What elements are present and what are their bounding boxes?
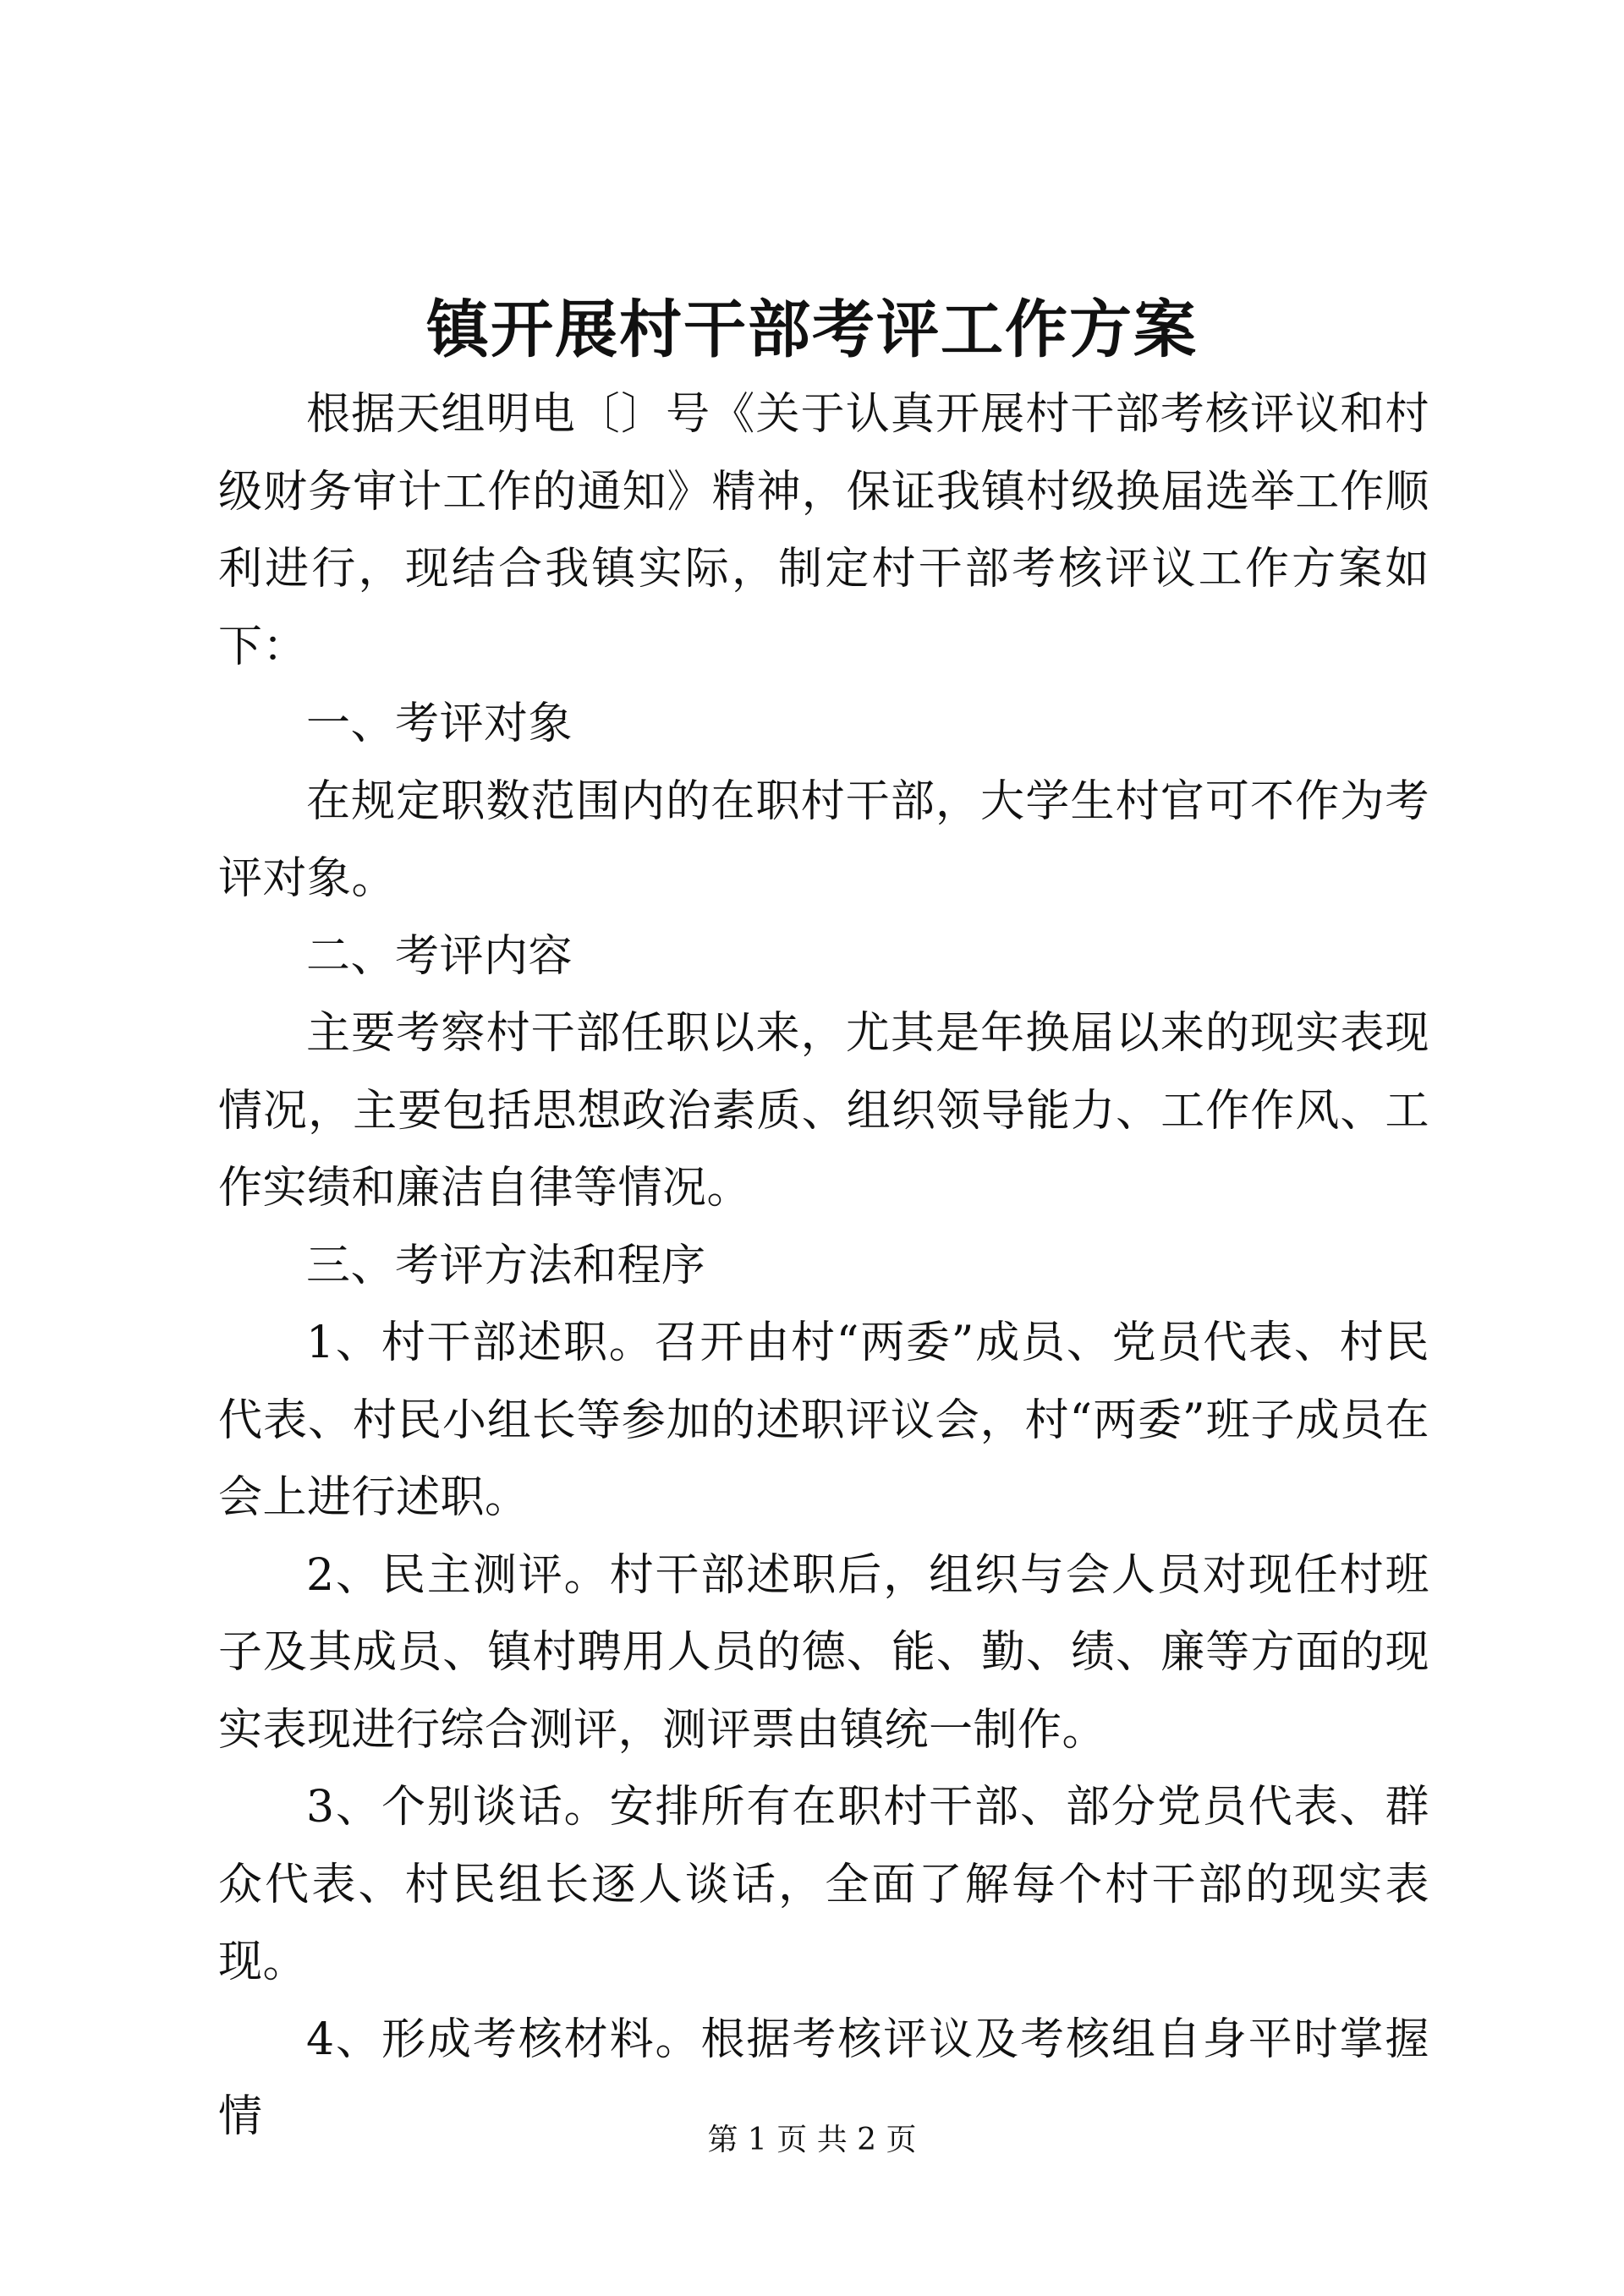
- document-title: 镇开展村干部考评工作方案: [426, 293, 1198, 366]
- paragraph-method-4: 4、形成考核材料。根据考核评议及考核组自身平时掌握情: [218, 2014, 1429, 2142]
- paragraph-method-2: 2、民主测评。村干部述职后，组织与会人员对现任村班子及其成员、镇村聘用人员的德、能、勤、绩、廉等方面的现实表现进行综合测评，测评票由镇统一制作。: [218, 1549, 1429, 1756]
- page-number-footer: 第 1 页 共 2 页: [707, 2123, 917, 2157]
- heading-evaluation-targets: 一、考评对象: [306, 699, 573, 749]
- paragraph-method-3: 3、个别谈话。安排所有在职村干部、部分党员代表、群众代表、村民组长逐人谈话，全面了解每个村干部的现实表现。: [218, 1782, 1429, 1987]
- heading-evaluation-methods: 三、考评方法和程序: [306, 1240, 706, 1291]
- paragraph-intro: 根据天组明电〔〕号《关于认真开展村干部考核评议和村级财务审计工作的通知》精神，保证我镇村级换届选举工作顺利进行，现结合我镇实际，制定村干部考核评议工作方案如下：: [218, 389, 1429, 672]
- document-body: [218, 376, 1429, 2156]
- paragraph-evaluation-targets: 在规定职数范围内的在职村干部，大学生村官可不作为考评对象。: [218, 775, 1429, 904]
- paragraph-evaluation-content: 主要考察村干部任职以来，尤其是年换届以来的现实表现情况，主要包括思想政治素质、组织领导能力、工作作风、工作实绩和廉洁自律等情况。: [218, 1008, 1429, 1214]
- heading-evaluation-content: 二、考评内容: [306, 930, 573, 982]
- paragraph-method-1: 1、村干部述职。召开由村“两委”成员、党员代表、村民代表、村民小组长等参加的述职评议会，村“两委”班子成员在会上进行述职。: [218, 1318, 1429, 1523]
